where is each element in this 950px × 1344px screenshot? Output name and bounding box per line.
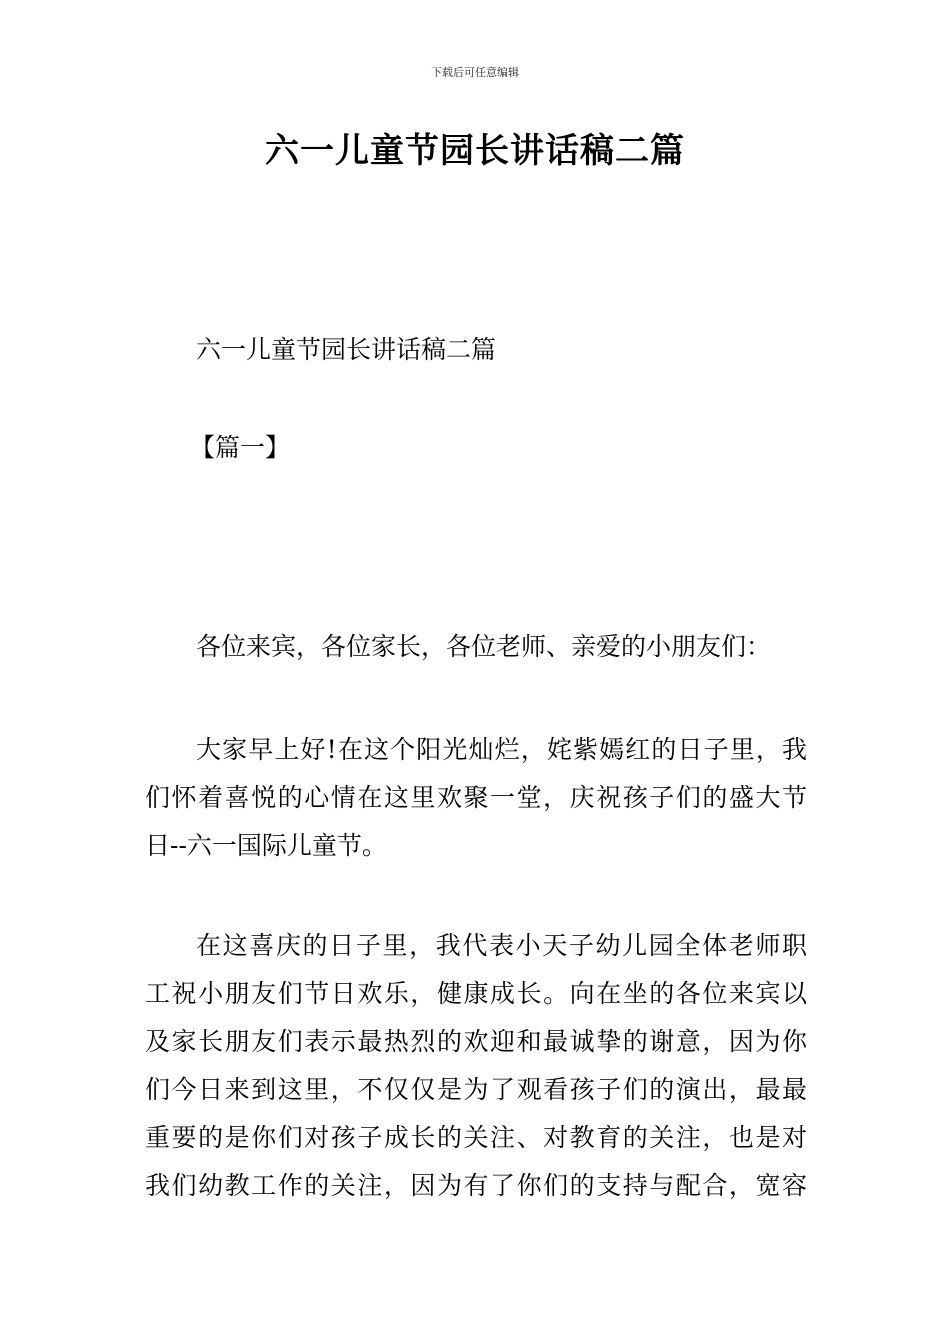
document-title: 六一儿童节园长讲话稿二篇	[265, 131, 685, 171]
document-subtitle: 六一儿童节园长讲话稿二篇	[196, 335, 497, 364]
paragraph-line: 我们幼教工作的关注，因为有了你们的支持与配合，宽容	[145, 1171, 807, 1200]
paragraph-line: 工祝小朋友们节日欢乐，健康成长。向在坐的各位来宾以	[145, 979, 807, 1008]
paragraph-1	[145, 726, 807, 870]
paragraph-line: 在这喜庆的日子里，我代表小天子幼儿园全体老师职	[196, 931, 807, 960]
paragraph-2	[145, 922, 807, 1210]
header-note: 下载后可任意编辑	[431, 66, 519, 79]
paragraph-line: 日--六一国际儿童节。	[145, 831, 387, 860]
paragraph-line: 大家早上好!在这个阳光灿烂，姹紫嫣红的日子里，我	[196, 735, 807, 764]
greeting-line: 各位来宾，各位家长，各位老师、亲爱的小朋友们：	[196, 632, 772, 661]
paragraph-line: 重要的是你们对孩子成长的关注、对教育的关注，也是对	[145, 1123, 807, 1152]
paragraph-line: 们怀着喜悦的心情在这里欢聚一堂，庆祝孩子们的盛大节	[145, 783, 807, 812]
paragraph-line: 及家长朋友们表示最热烈的欢迎和最诚挚的谢意，因为你	[145, 1027, 807, 1056]
paragraph-line: 们今日来到这里，不仅仅是为了观看孩子们的演出，最最	[145, 1075, 807, 1104]
section-label: 【篇一】	[190, 433, 291, 462]
